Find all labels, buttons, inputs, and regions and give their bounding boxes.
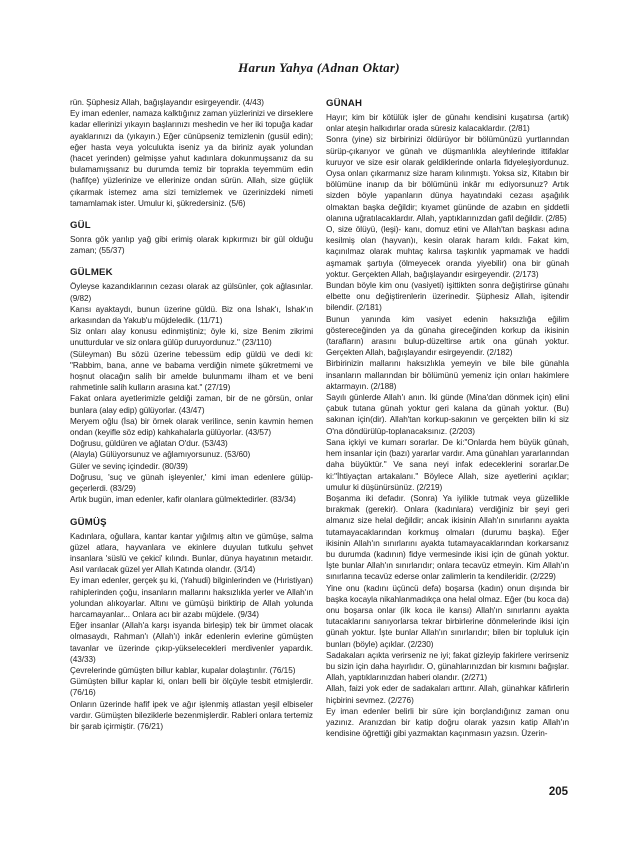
verse-paragraph: Kadınlara, oğullara, kantar kantar yığılmış altın ve gümüşe, salma güzel atlara, hayvanlara ve ekinlere duyulan tutkulu şehvet insanlara 'süslü ve çekici' kılındı. Bunlar, dünya hayatının metaıdır. Asıl varılacak güzel yer Allah Katında olandır. (3/14) [70, 531, 313, 575]
verse-paragraph: Güler ve sevinç içindedir. (80/39) [70, 461, 188, 471]
verse-paragraph: Meryem oğlu (İsa) bir örnek olarak verilince, senin kavmin hemen ondan (keyifle söz edip) kahkahalarla gülüyorlar. (43/57) [70, 416, 313, 438]
verse-paragraph: Hayır; kim bir kötülük işler de günahı kendisini kuşatırsa (artık) onlar ateşin halkıdırlar orada süresiz kalacaklardır. (2/81) [326, 113, 569, 134]
section-heading: GÜNAH [326, 98, 363, 109]
verse-paragraph: Allah, faizi yok eder de sadakaları arttırır. Allah, günahkar kâfirlerin hiçbirini sevmez. (2/276) [326, 684, 569, 705]
text-columns [70, 97, 568, 739]
verse-paragraph: Bunun yanında kim vasiyet edenin haksızlığa eğilim göstereceğinden ya da günaha gireceğinden korkup da ikisinin (tarafların) arasını bulup-düzeltirse artık ona günah yoktur. Gerçekten Allah, bağışlayandır esirgeyendir. (2/182) [326, 314, 569, 358]
section-heading: GÜMÜŞ [70, 516, 107, 528]
verse-paragraph: Eğer insanlar (Allah'a karşı isyanda birleşip) tek bir ümmet olacak olmasaydı, Rahman'ı (Allah'ı) inkâr edenlerin evlerine gümüşten tavanlar ve üzerinde çıkıp-yükselecekleri merdivenler yapardık. (43/33) [70, 621, 313, 664]
verse-paragraph: Siz onları alay konusu edinmiştiniz; öyle ki, size Benim zikrimi unutturdular ve siz onlara gülüp duruyordunuz." (23/110) [70, 327, 313, 348]
verse-paragraph: Sadakaları açıkta verirseniz ne iyi; fakat gizleyip fakirlere verirseniz bu sizin için daha hayırlıdır. O, günahlarınızdan bir kısmını bağışlar. Allah, yaptıklarınızdan haberi olandır. (2/271) [326, 650, 569, 683]
verse-paragraph: Onların üzerinde hafif ipek ve ağır işlenmiş atlastan yeşil elbiseler vardır. Gümüşten bileziklerle bezenmişlerdir. Rableri onlara tertemiz bir şarab içirmiştir. (76/21) [70, 699, 313, 731]
verse-paragraph: (Süleyman) Bu sözü üzerine tebessüm edip güldü ve dedi ki: "Rabbim, bana, anne ve babama verdiğin nimete şükretmemi ve hoşnut olacağın salih bir amelde bulunmamı ilham et ve beni rahmetinle salih kulların arasına kat." (27/19) [70, 349, 313, 393]
running-header-author: Harun Yahya (Adnan Oktar) [238, 60, 400, 75]
verse-paragraph: O, size ölüyü, (leşi)- kanı, domuz etini ve Allah'tan başkası adına kesilmiş olan (hayvan)ı, kesin olarak haram kıldı. Fakat kim, kaçınılmaz olarak muhtaç kalırsa taşkınlık yapmamak ve haddi aşmamak şartıyla (ölmeyecek oranda yiyebilir) ona bir günah yoktur. Gerçekten Allah, bağışlayandır esirgeyendir. (2/173) [326, 225, 569, 279]
left-column [70, 97, 313, 739]
verse-paragraph: Gümüşten billur kaplar ki, onları belli bir ölçüyle tesbit etmişlerdir. (76/16) [70, 677, 313, 698]
verse-paragraph: Ey iman edenler belirli bir süre için borçlandığınız zaman onu yazınız. Aranızdan bir katip doğru olarak yazsın katip Allah'ın kendisine öğrettiği gibi yazmaktan kaçınmasın yazsın. Üzerin- [326, 706, 569, 739]
verse-paragraph: Doğrusu, güldüren ve ağlatan O'dur. (53/43) [70, 439, 228, 449]
verse-paragraph: Birbirinizin mallarını haksızlıkla yemeyin ve bile bile günahla insanların mallarından bir bölümünü yemeniz için onları hakimlere aktarmayın. (2/188) [326, 359, 569, 391]
verse-paragraph: Ey iman edenler, namaza kalktığınız zaman yüzlerinizi ve dirseklere kadar ellerinizi yıkayın başlarınızı meshedin ve her iki topuğa kadar ayaklarınızı da (yıkayın.) Eğer cünüpseniz temizlenin (gusül edin); eğer hasta veya yolculukta iseniz ya da biriniz ayak yolundan (hacet yerinden) gelmişse yahut kadınlara dokunmuşsanız da su bulamamışsanız bu durumda temiz bir toprakla teyemmüm edin (hafifçe) yüzlerinize ve ellerinize ondan sürün. Allah, size güçlük çıkarmak istemez ama sizi temizlemek ve üzerinizdeki nimeti tamamlamak ister. Umulur ki, şükredersiniz. (5/6) [70, 109, 313, 208]
verse-paragraph: Öyleyse kazandıklarının cezası olarak az gülsünler, çok ağlasınlar. (9/82) [70, 282, 313, 303]
page-number: 205 [548, 786, 568, 798]
verse-paragraph: Ey iman edenler, gerçek şu ki, (Yahudi) bilginlerinden ve (Hıristiyan) rahiplerinden çoğu, insanların mallarını haksızlıkla yerler ve Allah'ın yolundan alıkoyarlar. Altını ve gümüşü biriktirip de Allah yolunda harcamayanlar... Onlara acı bir azabı müjdele. (9/34) [70, 576, 313, 619]
verse-paragraph: Boşanma iki defadır. (Sonra) Ya iyilikle tutmak veya güzellikle bırakmak (gerekir). Onlara (kadınlara) verdiğiniz bir şeyi geri almanız size helal değildir; ancak ikisinin Allah'ın sınırlarını ayakta tutamayacaklarından korkmuş olmaları (durumu başka). Eğer ikisinin Allah'ın sınırlarını ayakta tutamayacaklarından korkarsanız bu durumda (kadının) fidye vermesinde ikisi için de günah yoktur. İşte bunlar Allah'ın sınırlarıdır; onlara tecavüz etmeyin. Kim Allah'ın sınırlarına tecavüz ederse onlar zalimlerin ta kendileridir. (2/229) [326, 493, 569, 582]
verse-paragraph: Artık bugün, iman edenler, kafir olanlara gülmektedirler. (83/34) [70, 495, 296, 505]
verse-paragraph: Fakat onlara ayetlerimizle geldiği zaman, bir de ne görsün, onlar bunlara (alay edip) gülüyorlar. (43/47) [70, 394, 313, 415]
verse-paragraph: Sana içkiyi ve kumarı sorarlar. De ki:"Onlarda hem büyük günah, hem insanlar için (bazı) yararlar vardır. Ama günahları yararlarından daha büyüktür." Ve sana neyi infak edeceklerini sorarlar.De ki:"İhtiyaçtan artakalanı." Böylece Allah, size ayetlerini açıklar; umulur ki düşünürsünüz. (2/219) [326, 437, 569, 492]
verse-paragraph: Sonra gök yarılıp yağ gibi erimiş olarak kıpkırmızı bir gül olduğu zaman; (55/37) [70, 235, 313, 256]
verse-paragraph: Karısı ayaktaydı, bunun üzerine güldü. Biz ona İshak'ı, İshak'ın arkasından da Yakub'u müjdeledik. (11/71) [70, 304, 313, 326]
section-heading: GÜL [70, 220, 91, 232]
verse-paragraph: rün. Şüphesiz Allah, bağışlayandır esirgeyendir. (4/43) [70, 98, 265, 107]
verse-paragraph: Çevrelerinde gümüşten billur kablar, kupalar dolaştırılır. (76/15) [70, 665, 296, 675]
verse-paragraph: Sonra (yine) siz birbirinizi öldürüyor bir bölümünüzü yurtlarından sürüp-çıkarıyor ve günah ve düşmanlıkla aleyhlerinde ittifaklar kuruyor ve size esir olarak geldiklerinde onlarla fidyeleşiyordunuz. Oysa onları çıkarmanız size haram kılınmıştı. Yoksa siz, Kitabın bir bölümüne inanıp da bir bölümünü inkâr mı ediyorsunuz? Artık sizden böyle yapanların dünya hayatındaki cezası aşağılık olmaktan başka değildir; kıyamet gününde de azabın en şiddetli olanına uğratılacaklardır. Allah, yaptıklarınızdan gafil değildir. (2/85) [326, 135, 569, 223]
verse-paragraph: (Alayla) Gülüyorsunuz ve ağlamıyorsunuz. (53/60) [70, 450, 251, 460]
section-heading: GÜLMEK [70, 267, 113, 279]
verse-paragraph: Sayılı günlerde Allah'ı anın. İki günde (Mina'dan dönmek için) elini çabuk tutana günah yoktur geri kalana da günah yoktur. (Bu) sakınan için(dir). Allah'tan korkup-sakının ve gerçekten bilin ki siz O'na döndürülüp-toplanacaksınız. (2/203) [326, 393, 569, 436]
right-column [326, 97, 569, 739]
verse-paragraph: Yine onu (kadını üçüncü defa) boşarsa (kadın) onun dışında bir başka kocayla nikahlanmadıkça ona helal olmaz. Eğer (bu koca da) onu boşarsa onlar (ilk koca ile karısı) Allah'ın sınırlarını ayakta tutacaklarını sanıyorlarsa tekrar birbirlerine dönmelerinde ikisi için günah yoktur. İşte bunlar Allah'ın sınırlarıdır; bilen bir topluluk için bunları (böyle) açıklar. (2/230) [326, 583, 569, 649]
verse-paragraph: Doğrusu, 'suç ve günah işleyenler,' kimi iman edenlere gülüp-geçerlerdi. (83/29) [70, 472, 313, 494]
verse-paragraph: Bundan böyle kim onu (vasiyeti) işittikten sonra değiştirirse günahı elbette onu değiştirenlerin üzerinedir. Şüphesiz Allah, işitendir bilendir. (2/181) [326, 281, 569, 313]
